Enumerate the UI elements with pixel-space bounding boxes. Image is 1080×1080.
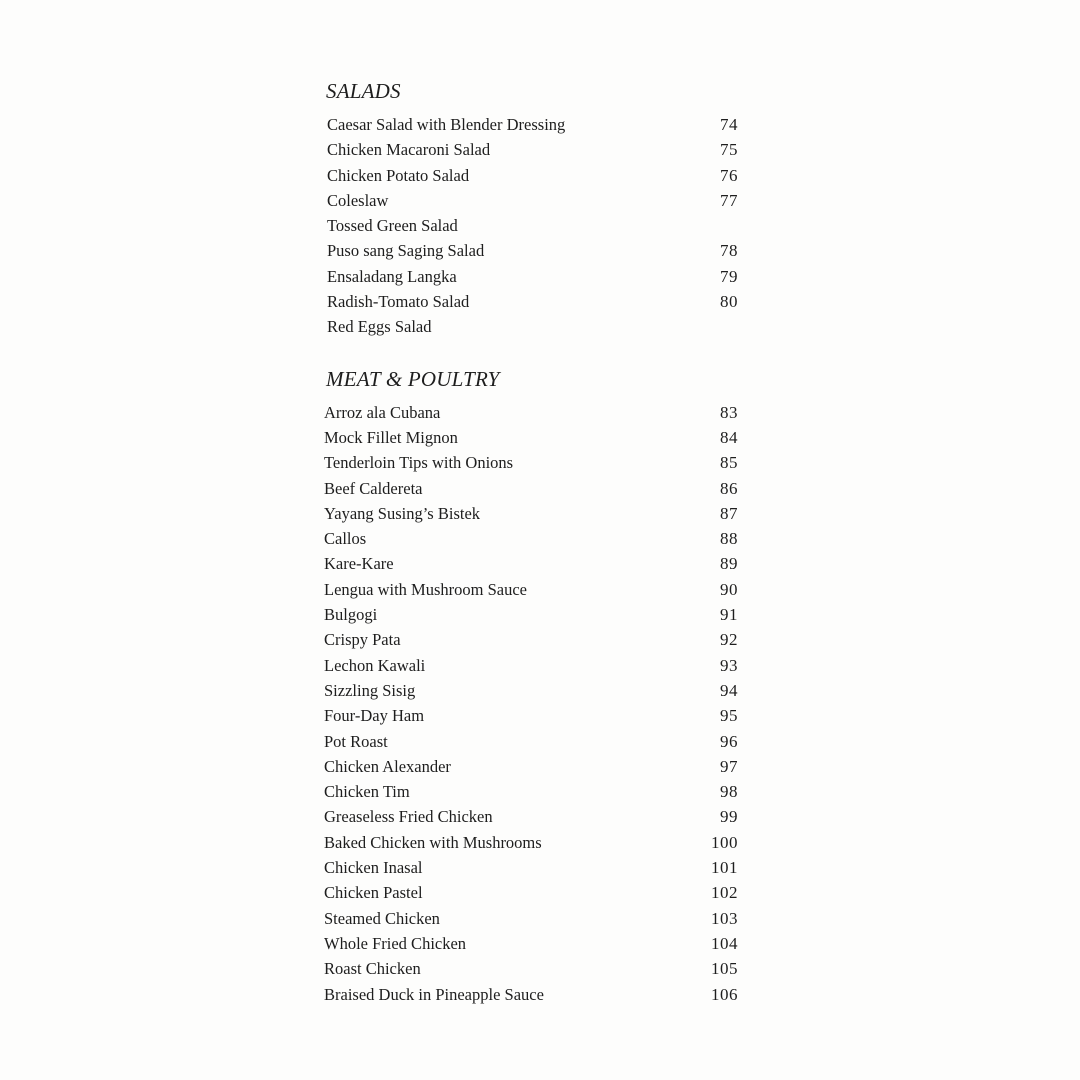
toc-entry xyxy=(324,112,738,137)
entry-page: 75 xyxy=(720,140,738,160)
toc-entry xyxy=(324,982,738,1007)
toc-entry xyxy=(324,880,738,905)
entry-name: Chicken Potato Salad xyxy=(327,165,470,185)
toc-entry xyxy=(324,238,738,263)
entry-name: Chicken Alexander xyxy=(324,756,451,776)
entry-name: Greaseless Fried Chicken xyxy=(324,807,493,827)
entry-name: Pot Roast xyxy=(324,731,388,751)
entry-page: 104 xyxy=(711,933,738,953)
entry-name: Braised Duck in Pineapple Sauce xyxy=(324,984,544,1004)
entry-page: 84 xyxy=(720,427,738,447)
toc-entry xyxy=(324,551,738,576)
entry-name: Callos xyxy=(324,529,367,549)
toc-entry xyxy=(324,425,738,450)
entry-page: 93 xyxy=(720,655,738,675)
toc-entry xyxy=(324,678,738,703)
entry-name: Kare-Kare xyxy=(324,554,394,574)
entry-name: Crispy Pata xyxy=(324,630,401,650)
entry-name: Coleslaw xyxy=(327,190,389,210)
toc-entry xyxy=(324,137,738,162)
entry-name: Ensaladang Langka xyxy=(327,266,457,286)
entry-name: Steamed Chicken xyxy=(324,908,440,928)
toc-entry xyxy=(324,213,738,238)
toc-entry xyxy=(324,855,738,880)
entry-name: Chicken Tim xyxy=(324,782,410,802)
entry-page: 87 xyxy=(720,503,738,523)
toc-entry xyxy=(324,450,738,475)
entry-page: 77 xyxy=(720,190,738,210)
entry-page: 91 xyxy=(720,605,738,625)
entry-page: 98 xyxy=(720,782,738,802)
entry-name: Roast Chicken xyxy=(324,959,421,979)
entry-page: 88 xyxy=(720,529,738,549)
toc-entry xyxy=(324,830,738,855)
entry-name: Chicken Inasal xyxy=(324,858,423,878)
entry-name: Chicken Pastel xyxy=(324,883,423,903)
entry-name: Lengua with Mushroom Sauce xyxy=(324,579,528,599)
toc-entry xyxy=(324,779,738,804)
entry-page: 85 xyxy=(720,453,738,473)
toc-entry xyxy=(324,653,738,678)
section-title-salads: SALADS xyxy=(326,79,401,103)
toc-entry xyxy=(324,501,738,526)
entry-page: 99 xyxy=(720,807,738,827)
entry-page: 106 xyxy=(711,984,738,1004)
entry-name: Chicken Macaroni Salad xyxy=(327,140,491,160)
entry-name: Beef Caldereta xyxy=(324,478,423,498)
entry-page: 74 xyxy=(720,115,738,134)
entry-name: Four-Day Ham xyxy=(324,706,425,726)
entry-name: Radish-Tomato Salad xyxy=(327,292,470,312)
entry-name: Caesar Salad with Blender Dressing xyxy=(327,115,566,134)
toc-entry xyxy=(324,931,738,956)
toc-entry xyxy=(324,163,738,188)
entry-name: Yayang Susing’s Bistek xyxy=(324,503,481,523)
toc-entry xyxy=(324,703,738,728)
toc-entry xyxy=(324,627,738,652)
section-meat-poultry xyxy=(324,364,738,1007)
toc-entry xyxy=(324,602,738,627)
toc-entry xyxy=(324,526,738,551)
toc-entry xyxy=(324,188,738,213)
toc-entry xyxy=(324,729,738,754)
entry-page: 86 xyxy=(720,478,738,498)
entry-name: Arroz ala Cubana xyxy=(324,402,441,422)
table-of-contents xyxy=(324,76,738,1007)
entry-page: 102 xyxy=(711,883,738,903)
entry-page: 95 xyxy=(720,706,738,726)
toc-entry xyxy=(324,956,738,981)
entry-page: 92 xyxy=(720,630,738,650)
section-title-meat-poultry: MEAT & POULTRY xyxy=(326,366,500,391)
toc-entry xyxy=(324,264,738,289)
toc-entry xyxy=(324,906,738,931)
entry-page: 90 xyxy=(720,579,738,599)
entry-page: 97 xyxy=(720,756,738,776)
entry-name: Whole Fried Chicken xyxy=(324,933,467,953)
entry-name: Puso sang Saging Salad xyxy=(327,241,485,261)
entry-page: 101 xyxy=(711,858,738,878)
toc-entry xyxy=(324,804,738,829)
toc-entry xyxy=(324,314,738,339)
entry-page: 94 xyxy=(720,680,738,700)
entry-page: 80 xyxy=(720,292,738,312)
toc-entry xyxy=(324,400,738,425)
toc-entry xyxy=(324,577,738,602)
entry-name: Tossed Green Salad xyxy=(327,216,458,236)
entry-page: 78 xyxy=(720,241,738,261)
entry-name: Red Eggs Salad xyxy=(327,317,432,337)
entry-name: Tenderloin Tips with Onions xyxy=(324,453,514,473)
section-salads xyxy=(324,76,738,340)
entry-name: Lechon Kawali xyxy=(324,655,426,675)
toc-entry xyxy=(324,754,738,779)
entry-page: 76 xyxy=(720,165,738,185)
entry-page: 96 xyxy=(720,731,738,751)
entry-name: Sizzling Sisig xyxy=(324,680,416,700)
entry-page: 89 xyxy=(720,554,738,574)
entry-page: 105 xyxy=(711,959,738,979)
entry-page: 100 xyxy=(711,832,738,852)
entry-page: 83 xyxy=(720,402,738,422)
entry-name: Baked Chicken with Mushrooms xyxy=(324,832,542,852)
toc-entry xyxy=(324,289,738,314)
entry-page: 79 xyxy=(720,266,738,286)
toc-entry xyxy=(324,476,738,501)
entry-name: Mock Fillet Mignon xyxy=(324,427,458,447)
entry-name: Bulgogi xyxy=(324,605,378,625)
entry-page: 103 xyxy=(711,908,738,928)
